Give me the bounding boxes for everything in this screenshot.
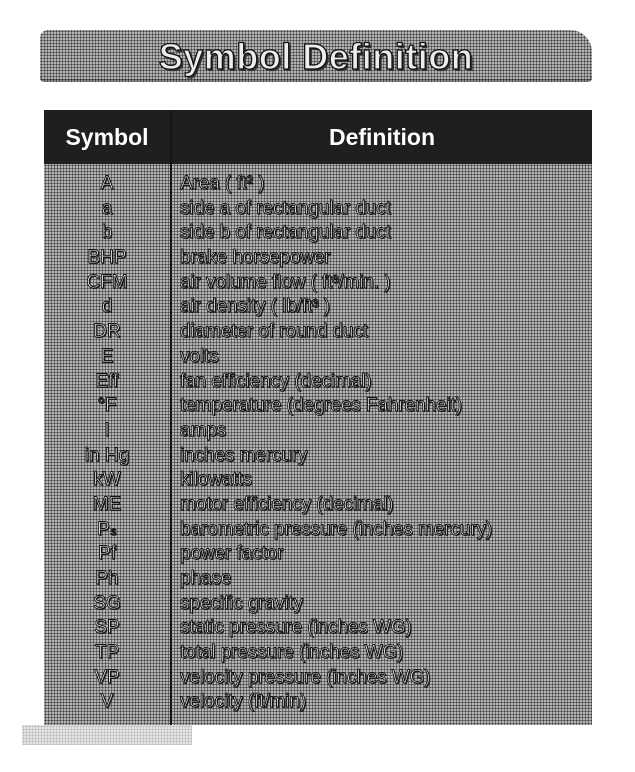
symbol-cell: V xyxy=(100,691,114,713)
table-row xyxy=(44,592,592,617)
symbol-cell: A xyxy=(100,173,114,194)
definition-cell: velocity pressure (inches WG) xyxy=(180,666,431,688)
symbol-cell: E xyxy=(100,345,114,367)
symbol-cell: DR xyxy=(93,321,121,343)
symbol-cell: BHP xyxy=(87,247,127,269)
table-row xyxy=(44,172,592,197)
table-row xyxy=(44,394,592,419)
definition-cell: barometric pressure (inches mercury) xyxy=(180,518,493,540)
table-header xyxy=(44,110,592,164)
definition-cell: side b of rectangular duct xyxy=(180,222,391,244)
symbol-cell: TP xyxy=(94,642,120,664)
definition-cell: velocity (ft/min) xyxy=(180,691,307,713)
title-banner xyxy=(40,30,592,82)
definition-cell: air volume flow ( ft³/min. ) xyxy=(180,271,391,293)
symbol-cell: Pₛ xyxy=(97,518,117,540)
symbol-cell: SG xyxy=(93,592,121,614)
definition-cell: motor efficiency (decimal) xyxy=(180,493,394,515)
definition-cell: Area ( ft² ) xyxy=(180,173,265,194)
table-row xyxy=(44,295,592,320)
symbol-cell: CFM xyxy=(86,271,128,293)
definition-cell: specific gravity xyxy=(180,592,303,614)
symbol-cell: Ph xyxy=(95,568,119,589)
symbol-cell: kW xyxy=(93,469,121,491)
table-row xyxy=(44,320,592,345)
table-row xyxy=(44,616,592,641)
table-row xyxy=(44,518,592,543)
table-row xyxy=(44,641,592,666)
definition-cell: power factor xyxy=(180,543,284,565)
definition-cell: amps xyxy=(180,419,227,441)
symbol-cell: °F xyxy=(97,395,117,417)
symbol-cell: ME xyxy=(92,493,122,515)
table-row xyxy=(44,197,592,222)
table-row xyxy=(44,419,592,444)
symbol-cell: d xyxy=(101,296,113,318)
definition-cell: fan efficiency (decimal) xyxy=(180,370,372,392)
panel-shadow xyxy=(22,725,192,745)
symbol-cell: Pf xyxy=(98,543,116,565)
table-row xyxy=(44,690,592,715)
column-header-symbol: Symbol xyxy=(65,124,149,150)
definition-cell: air density ( lb/ft³ ) xyxy=(180,296,330,318)
table-row xyxy=(44,370,592,395)
definition-cell: phase xyxy=(180,568,232,589)
symbol-cell: Eff xyxy=(95,370,119,392)
table-row xyxy=(44,666,592,691)
table-row xyxy=(44,468,592,493)
symbol-cell: I xyxy=(104,419,110,441)
definition-cell: kilowatts xyxy=(180,469,252,491)
table-row xyxy=(44,246,592,271)
definition-cell: total pressure (inches WG) xyxy=(180,642,404,664)
table-row xyxy=(44,271,592,296)
table-row xyxy=(44,345,592,370)
symbol-cell: b xyxy=(101,222,113,244)
page-title: Symbol Definition xyxy=(158,36,474,77)
table-row xyxy=(44,542,592,567)
definition-cell: temperature (degrees Fahrenheit) xyxy=(180,395,462,417)
table-row xyxy=(44,493,592,518)
table-body xyxy=(44,172,592,715)
symbol-table xyxy=(44,110,592,725)
definition-cell: brake horsepower xyxy=(180,247,331,269)
table-row xyxy=(44,444,592,469)
symbol-cell: VP xyxy=(94,666,120,688)
column-header-definition: Definition xyxy=(328,124,436,150)
definition-cell: diameter of round duct xyxy=(180,321,368,343)
definition-cell: static pressure (inches WG) xyxy=(180,617,412,639)
definition-cell: side a of rectangular duct xyxy=(180,197,391,219)
table-row xyxy=(44,567,592,592)
table-row xyxy=(44,221,592,246)
symbol-cell: in Hg xyxy=(84,444,130,466)
definition-cell: volts xyxy=(180,345,219,367)
symbol-cell: a xyxy=(101,197,113,219)
symbol-cell: SP xyxy=(94,617,120,639)
definition-cell: inches mercury xyxy=(180,444,308,466)
